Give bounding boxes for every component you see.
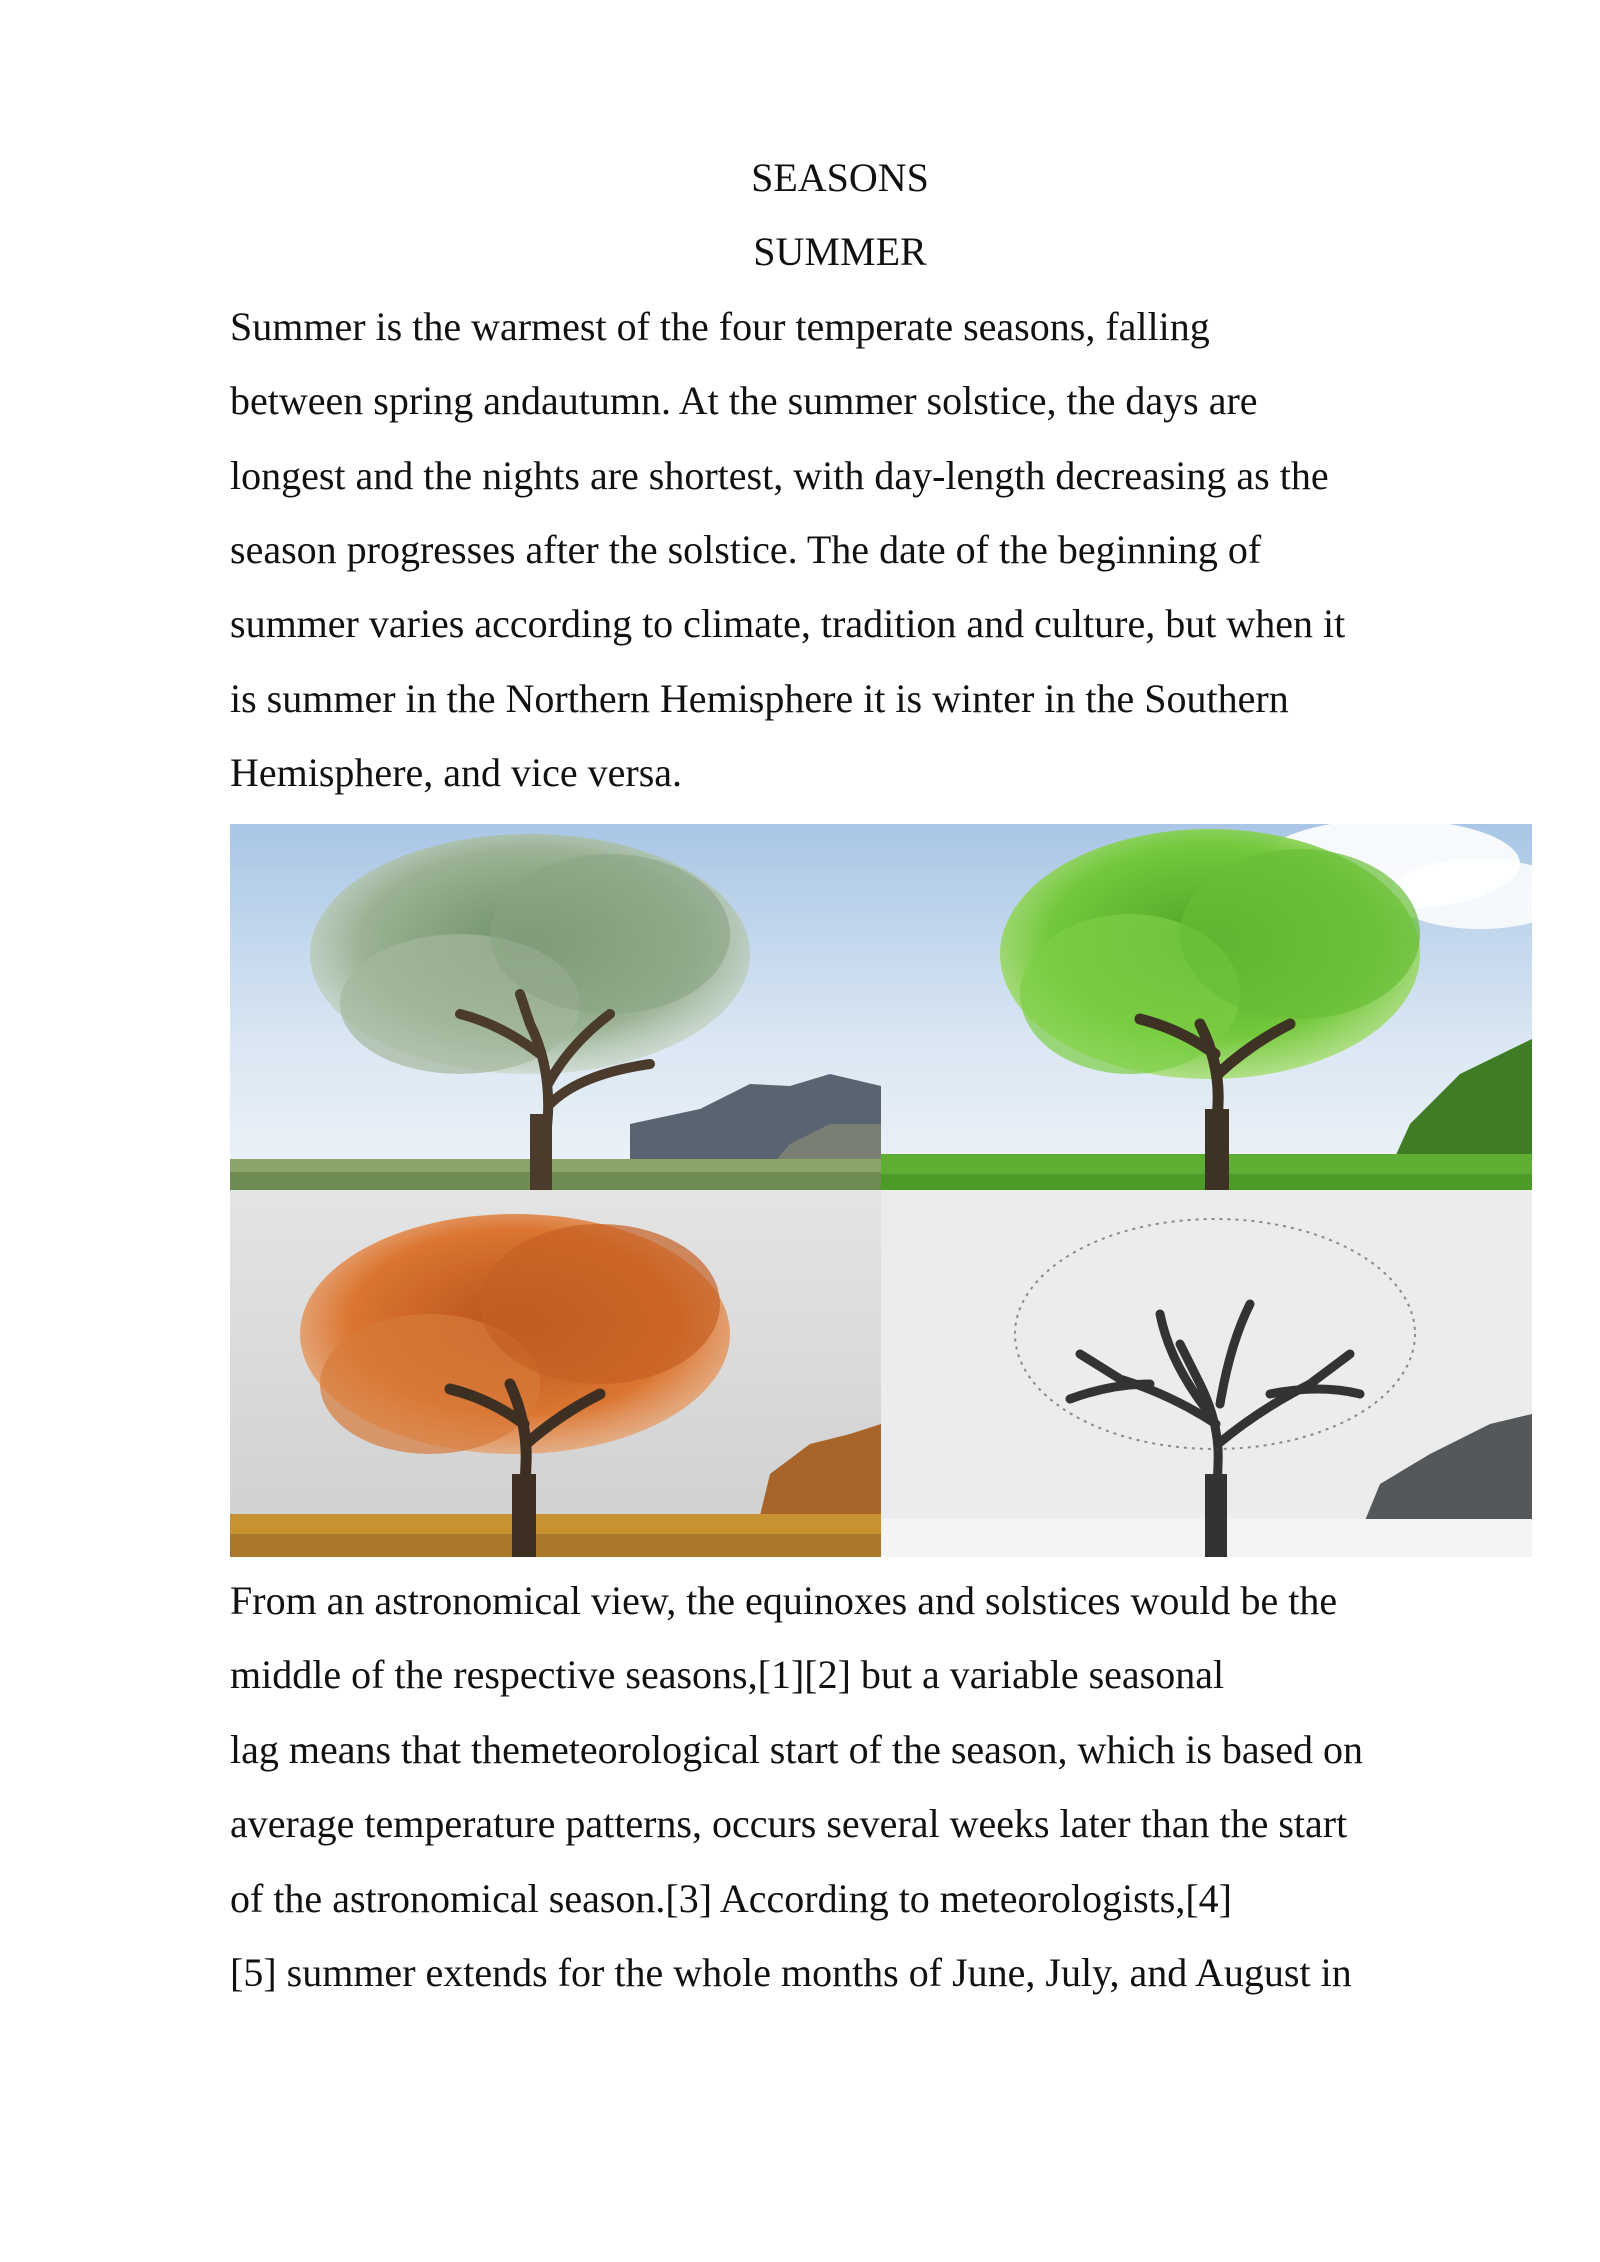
paragraph-2-line: of the astronomical season.[3] According to meteorologists,[4] bbox=[230, 1876, 1232, 1921]
paragraph-2-line: [5] summer extends for the whole months of June, July, and August in bbox=[230, 1950, 1352, 1995]
paragraph-1-line: between spring andautumn. At the summer solstice, the days are bbox=[230, 378, 1258, 423]
paragraph-1-line: Summer is the warmest of the four temperate seasons, falling bbox=[230, 304, 1210, 349]
paragraph-2-line: middle of the respective seasons,[1][2] but a variable seasonal bbox=[230, 1652, 1225, 1697]
paragraph-1-line: season progresses after the solstice. The date of the beginning of bbox=[230, 527, 1262, 572]
winter-tree-panel bbox=[881, 1190, 1532, 1557]
paragraph-2-line: From an astronomical view, the equinoxes and solstices would be the bbox=[230, 1578, 1338, 1623]
paragraph-2-line: lag means that themeteorological start of the season, which is based on bbox=[230, 1727, 1364, 1772]
document-title: SEASONS bbox=[751, 155, 929, 200]
paragraph-1-line: longest and the nights are shortest, with day-length decreasing as the bbox=[230, 453, 1329, 498]
four-seasons-tree-image bbox=[230, 824, 1532, 1557]
paragraph-1-line: Hemisphere, and vice versa. bbox=[230, 750, 683, 795]
spring-tree-panel bbox=[230, 824, 881, 1190]
paragraph-2-line: average temperature patterns, occurs several weeks later than the start bbox=[230, 1801, 1348, 1846]
section-title: SUMMER bbox=[753, 229, 927, 274]
paragraph-1-line: summer varies according to climate, tradition and culture, but when it bbox=[230, 601, 1346, 646]
summer-tree-panel bbox=[881, 824, 1532, 1190]
autumn-tree-panel bbox=[230, 1190, 881, 1557]
paragraph-1-line: is summer in the Northern Hemisphere it is winter in the Southern bbox=[230, 676, 1289, 721]
